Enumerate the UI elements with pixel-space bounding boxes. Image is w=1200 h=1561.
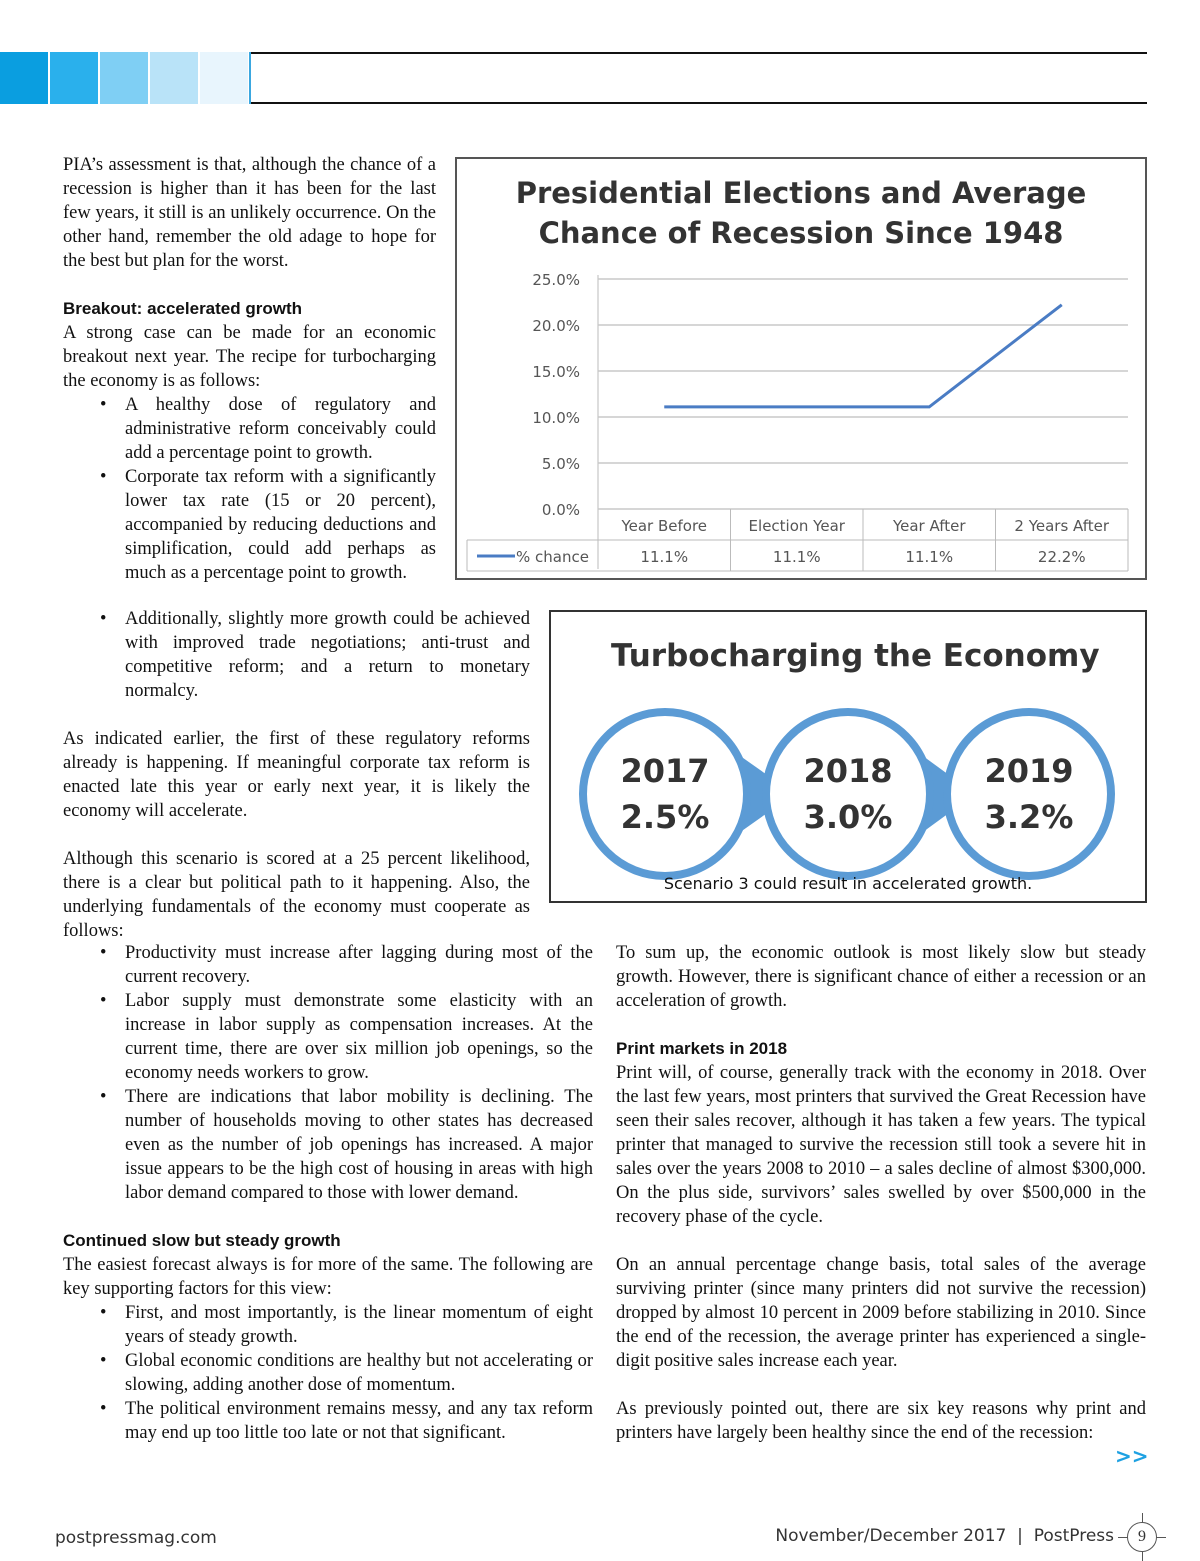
breakout-intro: A strong case can be made for an economic breakout next year. The recipe for turbocharging the economy is as follows: (63, 323, 436, 391)
breakout-heading: Breakout: accelerated growth (63, 299, 303, 318)
turbo-circle (947, 712, 1111, 876)
header-block (100, 52, 150, 104)
recession-chart (455, 157, 1147, 580)
turbo-circles (551, 612, 1145, 901)
breakout-list (63, 393, 436, 585)
paragraph: To sum up, the economic outlook is most likely slow but steady growth. However, there is significant chance of either a recession or an acceleration of growth. (616, 943, 1146, 1011)
turbo-graphic (549, 610, 1147, 903)
chart-y-tick-label: 25.0% (532, 271, 580, 289)
turbo-circle (583, 712, 747, 876)
turbo-rate: 2.5% (620, 798, 710, 836)
chart-x-tick-label: Year After (892, 517, 966, 535)
chart-y-tick-label: 10.0% (532, 409, 580, 427)
paragraph: Print will, of course, generally track with the economy in 2018. Over the last few years, most printers that survived the Great Recession have seen their sales recover, although it has taken a few years. The typical printer that managed to survive the recession still took a severe hit in sales over the years 2008 to 2010 – a sales decline of almost $300,000. On the plus side, survivors’ sales swelled by over $500,000 in the recovery phase of the cycle. (616, 1063, 1146, 1227)
slow-growth-intro: The easiest forecast always is for more of the same. The following are key supporting factors for this view: (63, 1255, 593, 1299)
slow-growth-list (63, 1301, 593, 1445)
header-divider (249, 52, 251, 104)
chart-y-tick-label: 5.0% (541, 455, 580, 473)
chart-data-label: 22.2% (1037, 548, 1086, 566)
paragraph: As previously pointed out, there are six key reasons why print and printers have largely been healthy since the end of the recession: (616, 1399, 1146, 1443)
print-markets-heading: Print markets in 2018 (616, 1039, 788, 1058)
chart-legend-label: % chance (516, 548, 589, 566)
header-block (150, 52, 200, 104)
column-right (616, 941, 1146, 1445)
chart-data-label: 11.1% (640, 548, 689, 566)
chart-x-tick-label: 2 Years After (1014, 517, 1110, 535)
turbo-year: 2019 (984, 752, 1074, 790)
header-rule-bottom (250, 102, 1147, 104)
header-color-blocks (0, 52, 250, 104)
column-left-middle (63, 607, 530, 943)
fundamentals-list (63, 941, 593, 1205)
turbo-year: 2017 (620, 752, 710, 790)
list-item: • Corporate tax reform with a significantly lower tax rate (15 or 20 percent), accompanied by reducing deductions and simplification, could add perhaps as much as a percentage point to growth. (63, 465, 436, 585)
chart-x-tick-label: Election Year (748, 517, 845, 535)
list-item: • Productivity must increase after lagging during most of the current recovery. (63, 941, 593, 989)
chart-y-tick-label: 0.0% (541, 501, 580, 519)
list-item: • A healthy dose of regulatory and administrative reform conceivably could add a percentage point to growth. (63, 393, 436, 465)
continue-arrow-icon: >> (1115, 1444, 1149, 1468)
chart-title-line: Presidential Elections and Average (515, 176, 1087, 210)
column-left-bottom (63, 941, 593, 1445)
intro-paragraph: PIA’s assessment is that, although the chance of a recession is higher than it has been for the last few years, it still is an unlikely occurrence. On the other hand, remember the old adage to hope for the best but plan for the worst. (63, 155, 436, 271)
list-item: • There are indications that labor mobility is declining. The number of households moving to other states has decreased even as the number of job openings has increased. A major issue appears to be the high cost of housing in areas with high labor demand compared to those with lower demand. (63, 1085, 593, 1205)
chart-plot (457, 159, 1145, 578)
chart-data-label: 11.1% (905, 548, 954, 566)
paragraph: Although this scenario is scored at a 25 percent likelihood, there is a clear but political path to it happening. Also, the underlying fundamentals of the economy must cooperate as follows: (63, 849, 530, 941)
chart-x-tick-label: Year Before (621, 517, 708, 535)
turbo-year: 2018 (803, 752, 893, 790)
chart-title-line: Chance of Recession Since 1948 (538, 216, 1064, 250)
paragraph: As indicated earlier, the first of these regulatory reforms already is happening. If meaningful corporate tax reform is enacted late this year or early next year, it is likely the economy will accelerate. (63, 729, 530, 821)
header-block (50, 52, 100, 104)
header-rule-top (250, 52, 1147, 54)
footer-site: postpressmag.com (55, 1528, 217, 1548)
turbo-rate: 3.0% (803, 798, 893, 836)
chart-y-tick-label: 20.0% (532, 317, 580, 335)
footer-issue: November/December 2017 | PostPress (775, 1526, 1114, 1546)
list-item: • First, and most importantly, is the linear momentum of eight years of steady growth. (63, 1301, 593, 1349)
page-number: 9 (1127, 1522, 1157, 1552)
chart-data-label: 11.1% (772, 548, 821, 566)
turbo-rate: 3.2% (984, 798, 1074, 836)
turbo-circle (766, 712, 930, 876)
header-block (0, 52, 50, 104)
turbo-circle-ring (947, 712, 1111, 876)
list-item: • Labor supply must demonstrate some elasticity with an increase in labor supply as compensation increases. At the current time, there are over six million job openings, so the economy needs workers to grow. (63, 989, 593, 1085)
turbo-title: Turbocharging the Economy (611, 638, 1100, 674)
chart-series-line (664, 305, 1062, 407)
slow-growth-heading: Continued slow but steady growth (63, 1231, 341, 1250)
breakout-list-cont (63, 607, 530, 703)
list-item: • Global economic conditions are healthy but not accelerating or slowing, adding another dose of momentum. (63, 1349, 593, 1397)
turbo-circle-ring (583, 712, 747, 876)
list-item: • The political environment remains messy, and any tax reform may end up too little too late or not that significant. (63, 1397, 593, 1445)
paragraph: On an annual percentage change basis, total sales of the average surviving printer (since many printers did not survive the recession) dropped by almost 10 percent in 2009 before stabilizing in 2010. Since the end of the recession, the average printer has experienced a single-digit positive sales increase each year. (616, 1255, 1146, 1371)
turbo-circle-ring (766, 712, 930, 876)
header-block (200, 52, 250, 104)
chart-y-tick-label: 15.0% (532, 363, 580, 381)
list-item: • Additionally, slightly more growth could be achieved with improved trade negotiations; anti-trust and competitive reform; and a return to monetary normalcy. (63, 607, 530, 703)
turbo-caption: Scenario 3 could result in accelerated growth. (663, 874, 1033, 893)
column-left-top (63, 153, 436, 585)
